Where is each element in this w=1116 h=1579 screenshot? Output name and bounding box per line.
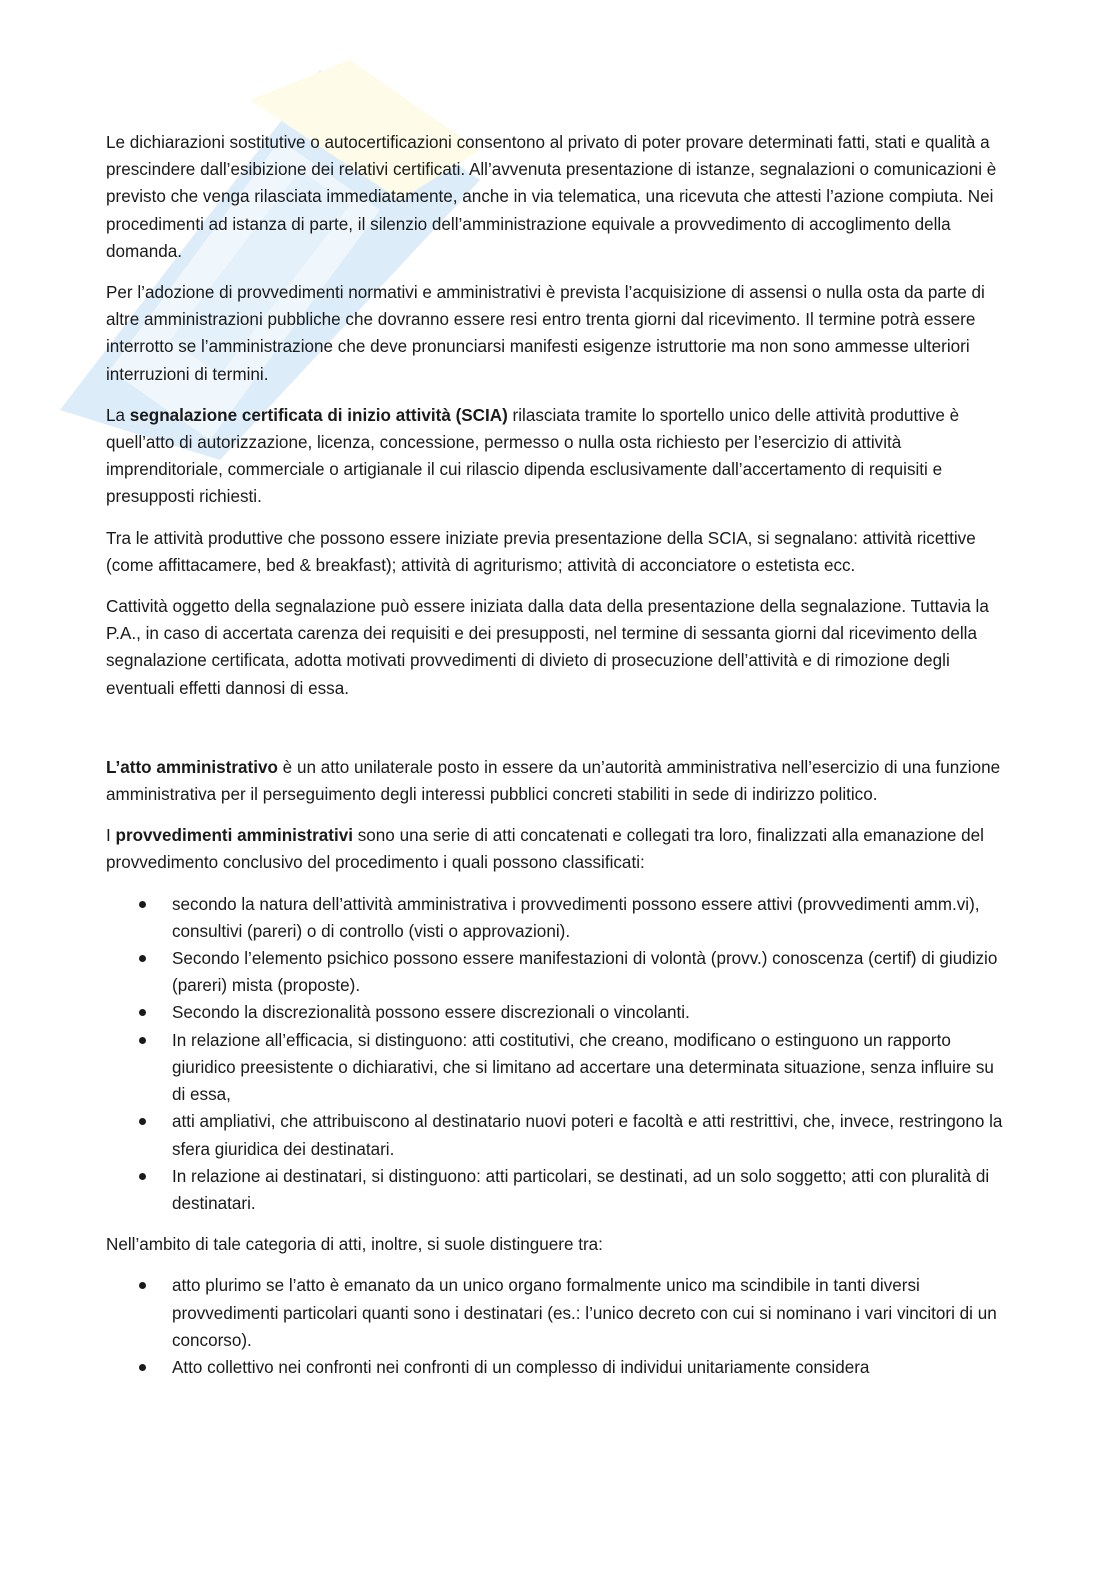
paragraph-assensi: Per l’adozione di provvedimenti normativi e amministrativi è prevista l’acquisizione di assensi o nulla osta da parte di altre amministrazioni pubbliche che dovranno essere resi entro trenta giorni dal ricevimento. Il termine potrà essere interrotto se l’amministrazione che deve pronunciarsi manifesti esigenze istruttorie ma non sono ammesse ulteriori interruzioni di termini. <box>106 283 985 384</box>
section-gap <box>106 716 1011 754</box>
atto-text: è un atto unilaterale posto in essere da un’autorità amministrativa nell’esercizio di una funzione amministrativa per il perseguimento degli interessi pubblici concreti stabiliti in sede di indirizzo politico. <box>106 757 1001 805</box>
paragraph-atto-amministrativo <box>106 754 1011 808</box>
document-body <box>106 129 1011 1395</box>
paragraph-provvedimenti <box>106 822 1011 876</box>
paragraph-list2-intro: Nell’ambito di tale categoria di atti, inoltre, si suole distinguere tra: <box>106 1235 603 1255</box>
list-item: Secondo la discrezionalità possono essere discrezionali o vincolanti. <box>172 999 1011 1026</box>
scia-bold-term: segnalazione certificata di inizio attività (SCIA) <box>129 405 508 425</box>
provv-bold-term: provvedimenti amministrativi <box>115 826 353 846</box>
paragraph-attivita-produttive: Tra le attività produttive che possono essere iniziate previa presentazione della SCIA, si segnalano: attività ricettive (come affittacamere, bed & breakfast); attività di agriturismo; attività di acconciatore o estetista ecc. <box>106 528 976 575</box>
provv-prefix: I <box>106 826 116 846</box>
classification-list <box>106 891 1011 1217</box>
list-item: atto plurimo se l’atto è emanato da un unico organo formalmente unico ma scindibile in tanti diversi provvedimenti particolari quanti sono i destinatari (es.: l’unico decreto con cui si nominano i vari vincitori di un concorso). <box>172 1272 1011 1354</box>
atto-bold-term: L’atto amministrativo <box>106 757 278 777</box>
list-item: atti ampliativi, che attribuiscono al destinatario nuovi poteri e facoltà e atti restrittivi, che, invece, restringono la sfera giuridica dei destinatari. <box>172 1108 1011 1162</box>
list-item: Atto collettivo nei confronti nei confronti di un complesso di individui unitariamente considera <box>172 1354 1011 1381</box>
paragraph-segnalazione: Cattività oggetto della segnalazione può essere iniziata dalla data della presentazione della segnalazione. Tuttavia la P.A., in caso di accertata carenza dei requisiti e dei presupposti, nel termine di sessanta giorni dal ricevimento della segnalazione certificata, adotta motivati provvedimenti di divieto di prosecuzione dell’attività e di rimozione degli eventuali effetti dannosi di essa. <box>106 597 989 698</box>
provv-text: sono una serie di atti concatenati e collegati tra loro, finalizzati alla emanazione del provvedimento conclusivo del procedimento i quali possono classificati: <box>106 826 984 873</box>
paragraph-autocertificazioni: Le dichiarazioni sostitutive o autocertificazioni consentono al privato di poter provare determinati fatti, stati e qualità a prescindere dall’esibizione dei relativi certificati. All’avvenuta presentazione di istanze, segnalazioni o comunicazioni è previsto che venga rilasciata immediatamente, anche in via telematica, una ricevuta che attesti l’azione compiuta. Nei procedimenti ad istanza di parte, il silenzio dell’amministrazione equivale a provvedimento di accoglimento della domanda. <box>106 133 997 261</box>
paragraph-scia <box>106 402 1011 511</box>
list-item: secondo la natura dell’attività amministrativa i provvedimenti possono essere attivi (provvedimenti amm.vi), consultivi (pareri) o di controllo (visti o approvazioni). <box>172 891 1011 945</box>
list-item: Secondo l’elemento psichico possono essere manifestazioni di volontà (provv.) conoscenza (certif) di giudizio (pareri) mista (proposte). <box>172 945 1011 999</box>
list-item: In relazione all’efficacia, si distinguono: atti costitutivi, che creano, modificano o estinguono un rapporto giuridico preesistente o dichiarativi, che si limitano ad accertare una determinata situazione, senza influire su di essa, <box>172 1027 1011 1109</box>
list-item: In relazione ai destinatari, si distinguono: atti particolari, se destinati, ad un solo soggetto; atti con pluralità di destinatari. <box>172 1163 1011 1217</box>
atto-types-list <box>106 1272 1011 1381</box>
scia-prefix: La <box>106 405 130 425</box>
scia-text: rilasciata tramite lo sportello unico delle attività produttive è quell’atto di autorizzazione, licenza, concessione, permesso o nulla osta richiesto per l’esercizio di attività imprenditoriale, commerciale o artigianale il cui rilascio dipenda esclusivamente dall’accertamento di requisiti e presupposti richiesti. <box>106 405 960 507</box>
